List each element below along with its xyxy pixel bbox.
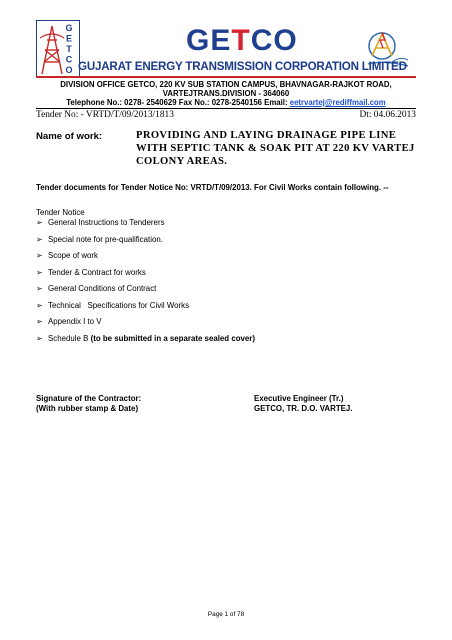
engineer-signature-block — [254, 394, 353, 414]
phone-fax-text: Telephone No.: 0278- 2540629 Fax No.: 0278-2540156 Email: — [66, 98, 290, 107]
logo-letter: C — [65, 54, 73, 65]
getco-tower-logo-icon — [36, 20, 80, 78]
tender-date: Dt: 04.06.2013 — [359, 110, 416, 120]
contractor-signature-label: Signature of the Contractor: — [36, 394, 142, 403]
arrow-bullet-icon: ➢ — [36, 234, 43, 244]
logo-letter: T — [66, 44, 72, 54]
arrow-bullet-icon: ➢ — [36, 333, 43, 343]
contact-line — [36, 98, 416, 107]
list-item — [36, 317, 255, 334]
address-line-2: VARTEJTRANS.DIVISION - 364060 — [162, 89, 290, 98]
engineer-title: Executive Engineer (Tr.) — [254, 394, 344, 403]
arrow-bullet-icon: ➢ — [36, 284, 43, 293]
logo-letter: G — [65, 23, 73, 33]
contractor-stamp-label: (With rubber stamp & Date) — [36, 404, 139, 413]
list-item — [36, 284, 255, 301]
arrow-bullet-icon: ➢ — [36, 218, 43, 227]
header-divider-red — [36, 76, 416, 78]
tender-number: Tender No: - VRTD/T/09/2013/1813 — [36, 110, 174, 120]
arrow-bullet-icon: ➢ — [36, 251, 43, 260]
list-item-bold-note: (to be submitted in a separate sealed cover) — [90, 333, 256, 343]
arrow-bullet-icon: ➢ — [36, 300, 43, 310]
list-item — [36, 218, 255, 235]
brand-mid: T — [231, 24, 251, 57]
brand-post: CO — [250, 24, 298, 57]
logo-letter: O — [65, 65, 73, 75]
address-line-1: DIVISION OFFICE GETCO, 220 KV SUB STATION CAMPUS, BHAVNAGAR-RAJKOT ROAD, — [60, 80, 392, 89]
list-item-text: Special note for pre-qualification. — [48, 234, 163, 244]
arrow-bullet-icon: ➢ — [36, 267, 43, 277]
logo-letter: E — [65, 33, 73, 44]
list-item-text: Technical Specifications for Civil Works — [48, 300, 190, 310]
organization-name: GUJARAT ENERGY TRANSMISSION CORPORATION LIMITED — [78, 60, 407, 73]
work-title: PROVIDING AND LAYING DRAINAGE PIPE LINE WITH SEPTIC TANK & SOAK PIT AT 220 KV VARTEJ COLONY AREAS. — [136, 130, 415, 167]
document-contents-list — [36, 218, 255, 350]
list-item — [36, 334, 255, 351]
engineer-office: GETCO, TR. D.O. VARTEJ. — [254, 404, 353, 413]
list-item-text: Schedule B — [48, 333, 91, 343]
work-label: Name of work: — [36, 131, 103, 142]
email-link[interactable]: eetrvartej@rediffmail.com — [289, 98, 386, 107]
brand-wordmark — [186, 24, 298, 58]
list-item — [36, 251, 255, 268]
contractor-signature-block — [36, 394, 141, 414]
header-divider-black — [36, 108, 416, 109]
list-item — [36, 301, 255, 318]
brand-pre: GE — [186, 24, 232, 57]
list-item-text: General Instructions to Tenderers — [48, 218, 165, 227]
page-number: Page 1 of 78 — [207, 611, 245, 618]
list-item — [36, 235, 255, 252]
list-item-text: Tender & Contract for works — [48, 267, 146, 277]
tender-notice-heading: Tender Notice — [36, 208, 85, 217]
arrow-bullet-icon: ➢ — [36, 317, 43, 326]
documents-intro: Tender documents for Tender Notice No: VRTD/T/09/2013. For Civil Works contain following. -- — [36, 183, 389, 192]
list-item-text: Scope of work — [48, 251, 98, 260]
list-item — [36, 268, 255, 285]
list-item-text: Appendix I to V — [48, 317, 102, 326]
list-item-text: General Conditions of Contract — [48, 284, 157, 293]
